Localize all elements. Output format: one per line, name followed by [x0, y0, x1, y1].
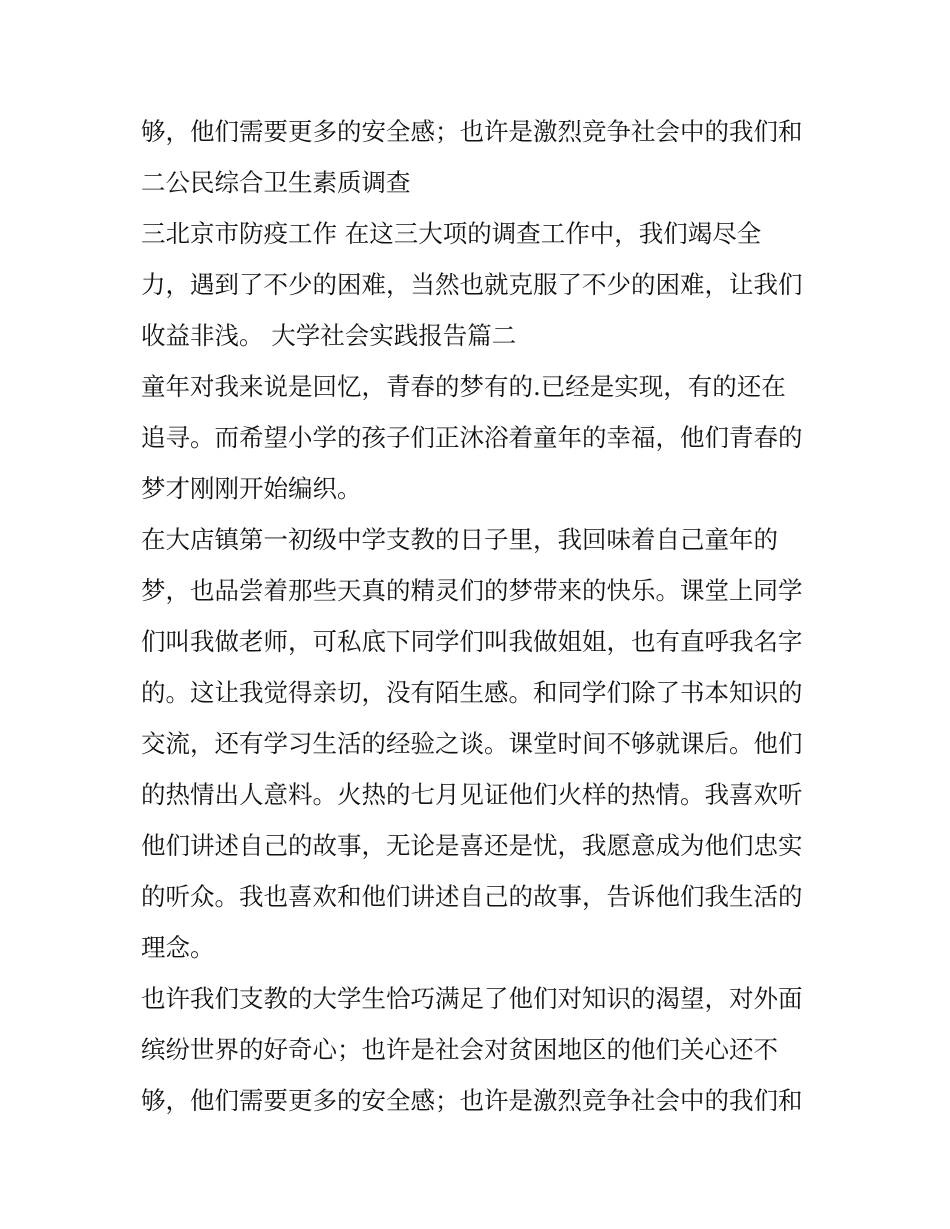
text-line: 二公民综合卫生素质调查 [141, 168, 411, 197]
text-line: 缤纷世界的好奇心；也许是社会对贫困地区的他们关心还不 [141, 1035, 778, 1064]
text-line: 够，他们需要更多的安全感；也许是激烈竞争社会中的我们和 [141, 117, 803, 146]
text-line: 他们讲述自己的故事，无论是喜还是忧，我愿意成为他们忠实 [141, 831, 803, 860]
text-line: 的。这让我觉得亲切，没有陌生感。和同学们除了书本知识的 [141, 678, 803, 707]
text-line: 童年对我来说是回忆，青春的梦有的.已经是实现，有的还在 [141, 372, 786, 401]
text-line: 们叫我做老师，可私底下同学们叫我做姐姐，也有直呼我名字 [141, 627, 803, 656]
text-line: 的听众。我也喜欢和他们讲述自己的故事，告诉他们我生活的 [141, 882, 803, 911]
text-line: 够，他们需要更多的安全感；也许是激烈竞争社会中的我们和 [141, 1086, 803, 1115]
text-line: 力，遇到了不少的困难，当然也就克服了不少的困难，让我们 [141, 270, 803, 299]
text-line: 追寻。而希望小学的孩子们正沐浴着童年的幸福，他们青春的 [141, 423, 803, 452]
text-line: 理念。 [141, 933, 215, 962]
text-line: 梦，也品尝着那些天真的精灵们的梦带来的快乐。课堂上同学 [141, 576, 803, 605]
text-line: 的热情出人意料。火热的七月见证他们火样的热情。我喜欢听 [141, 780, 803, 809]
body-text [141, 106, 821, 1126]
text-line: 也许我们支教的大学生恰巧满足了他们对知识的渴望，对外面 [141, 984, 803, 1013]
text-line: 三北京市防疫工作 在这三大项的调查工作中，我们竭尽全 [141, 219, 762, 248]
text-line: 梦才刚刚开始编织。 [141, 474, 362, 503]
text-line: 收益非浅。 大学社会实践报告篇二 [141, 321, 517, 350]
text-line: 在大店镇第一初级中学支教的日子里，我回味着自己童年的 [141, 525, 778, 554]
text-line: 交流，还有学习生活的经验之谈。课堂时间不够就课后。他们 [141, 729, 803, 758]
